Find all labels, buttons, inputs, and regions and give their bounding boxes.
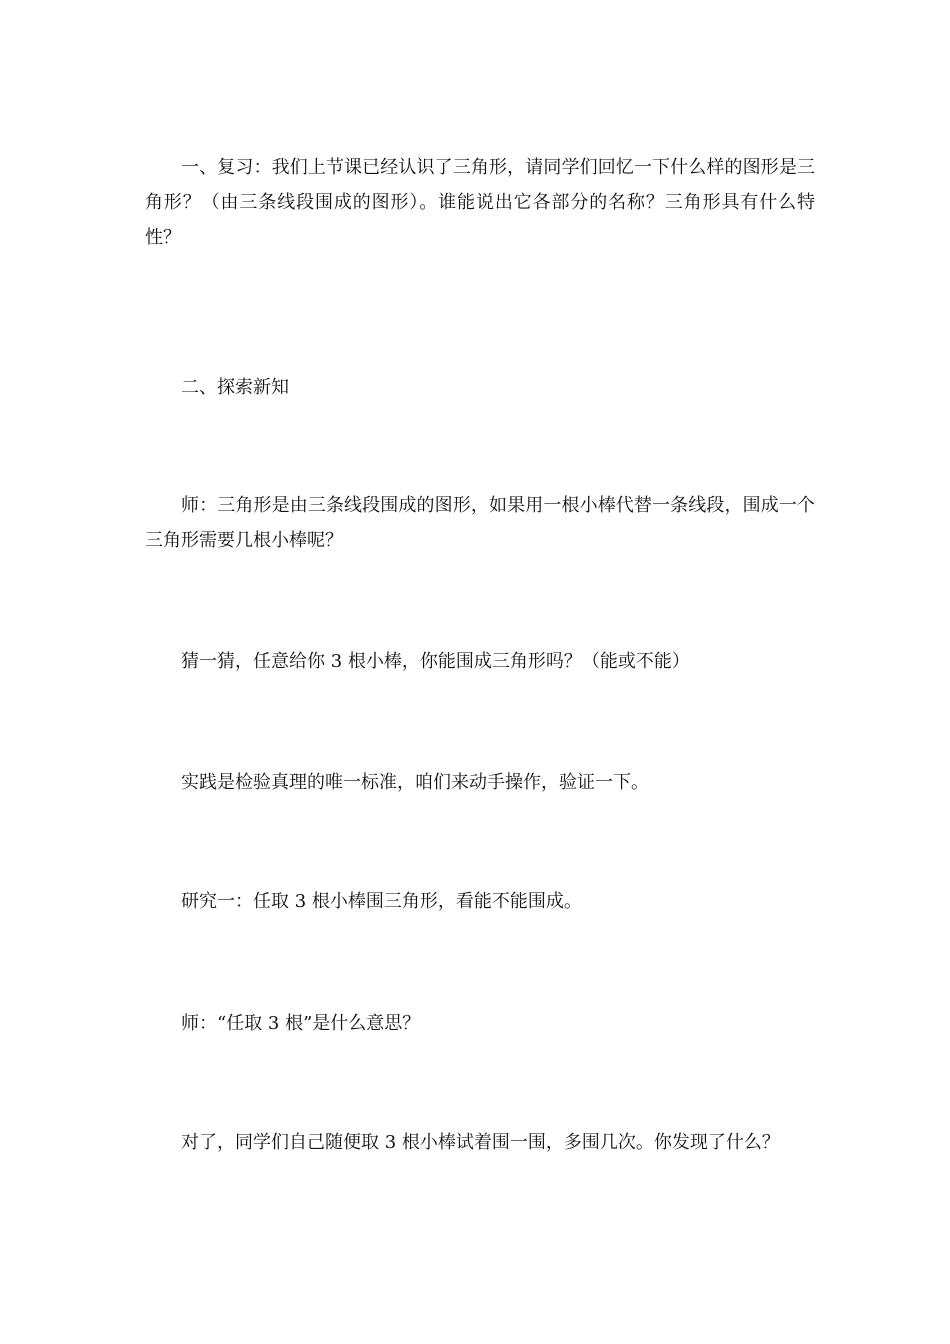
paragraph-practice: 实践是检验真理的唯一标准，咱们来动手操作，验证一下。 — [181, 772, 649, 793]
paragraph-teacher-question: 师：三角形是由三条线段围成的图形，如果用一根小棒代替一条线段，围成一个三角形需要几根小棒呢？ — [145, 495, 815, 551]
paragraph-teacher-meaning: 师：“任取 3 根”是什么意思？ — [181, 1013, 421, 1034]
paragraph-review: 一、复习：我们上节课已经认识了三角形，请同学们回忆一下什么样的图形是三角形？（由三条线段围成的图形）。谁能说出它各部分的名称？三角形具有什么特性？ — [145, 157, 815, 248]
paragraph-section-heading: 二、探索新知 — [181, 377, 289, 398]
paragraph-guess: 猜一猜，任意给你 3 根小棒，你能围成三角形吗？（能或不能） — [181, 651, 690, 672]
paragraph-discovery: 对了，同学们自己随便取 3 根小棒试着围一围，多围几次。你发现了什么？ — [181, 1132, 780, 1153]
paragraph-research-one: 研究一：任取 3 根小棒围三角形，看能不能围成。 — [181, 891, 582, 912]
